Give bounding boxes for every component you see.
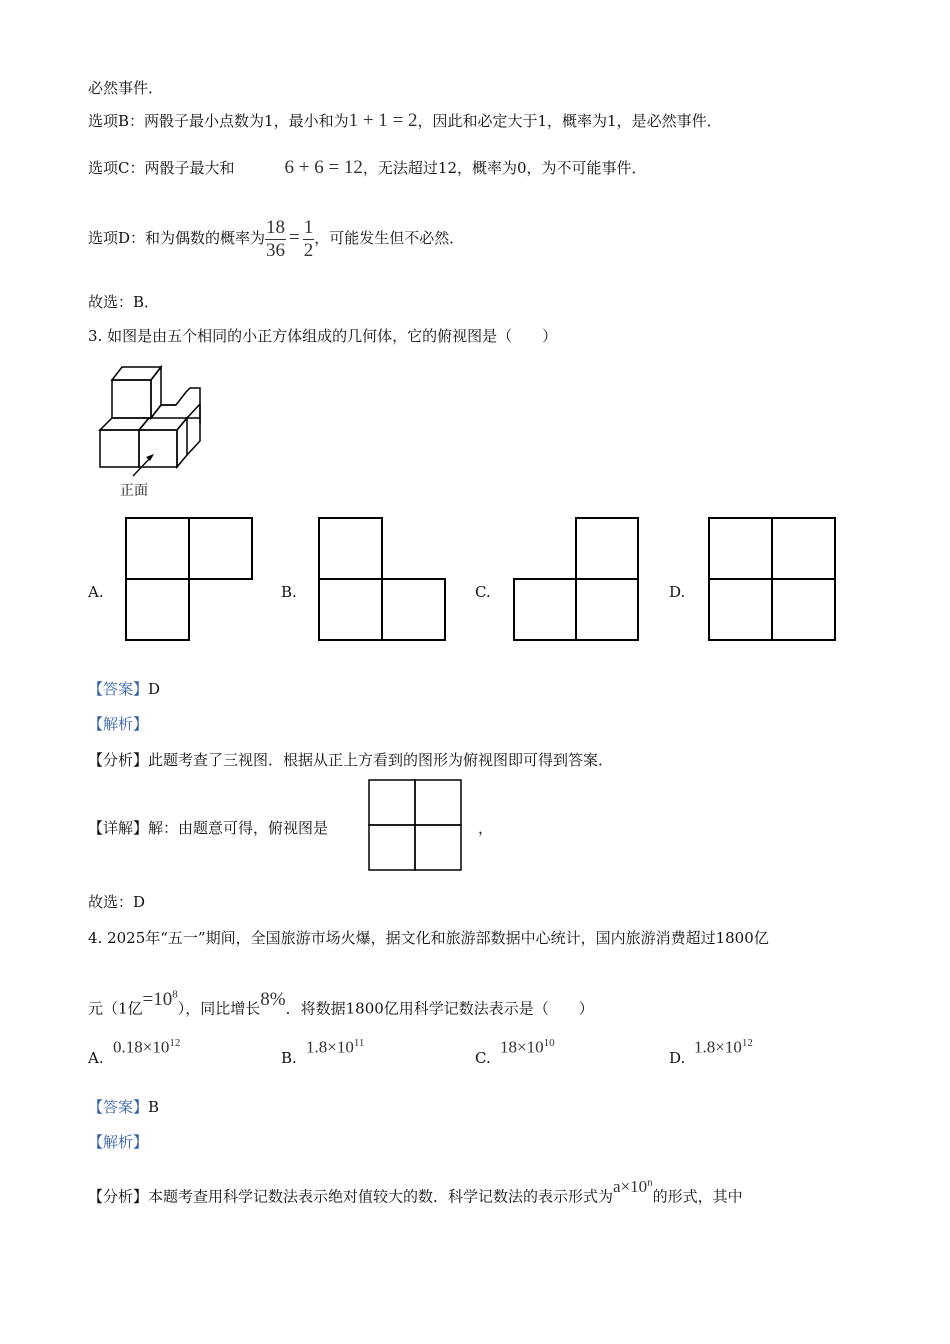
q4-fenxi-text: 本题考查用科学记数法表示绝对值较大的数．科学记数法的表示形式为 (148, 1187, 614, 1206)
left-cube-front-face (100, 430, 139, 467)
q4-option-d-value: $1.8\times 10^{12}$ (694, 1037, 753, 1057)
cube-figure (96, 364, 206, 494)
q4-option-c-label: C. (475, 1049, 491, 1067)
q4-answer-value: B (148, 1098, 160, 1116)
q3-option-c-figure (513, 517, 639, 641)
q3-option-a-figure (125, 517, 253, 641)
fraction-1-2: $\frac{1}{2}$ (303, 216, 314, 261)
q2-option-c-math: 6 + 6 = 12 (284, 157, 363, 178)
q4-stem-line2 (88, 990, 594, 1021)
q2-option-c-text: 选项C：两骰子最大和 (88, 159, 235, 177)
q4-option-b-value: $1.8\times 10^{11}$ (306, 1037, 365, 1057)
q3-option-c-label: C. (475, 583, 491, 601)
right-cube-side-face (177, 418, 187, 467)
q4-option-d-label: D. (669, 1049, 686, 1067)
q4-stem-part-a: 元（1亿 (88, 999, 143, 1018)
q2-option-c-end: ，无法超过12，概率为0，为不可能事件． (362, 159, 647, 177)
q4-yi-equals: $=10^8$ (142, 989, 178, 1011)
q4-fenxi-tag: 【分析】 (88, 1187, 149, 1206)
q3-stem: 3. 如图是由五个相同的小正方体组成的几何体，它的俯视图是（ ） (88, 327, 558, 345)
q3-option-b-figure (318, 517, 446, 641)
q3-fenxi-tag: 【分析】 (88, 751, 149, 769)
right-cube-front-face (139, 430, 177, 467)
q4-stem-line1: 4. 2025年“五一”期间，全国旅游市场火爆，据文化和旅游部数据中心统计，国内旅游消费超过1800亿 (88, 929, 769, 947)
q2-line0: 必然事件． (88, 79, 164, 97)
q2-option-d-end: ，可能发生但不必然． (314, 229, 465, 247)
q3-answer (88, 679, 160, 699)
left-cube-top-face (100, 418, 149, 430)
front-arrow-head-icon (146, 454, 154, 461)
q4-answer-tag: 【答案】 (88, 1098, 149, 1116)
q3-answer-value: D (148, 680, 161, 698)
q4-stem-part-c: ．将数据1800亿用科学记数法表示是（ ） (285, 999, 594, 1018)
q3-fenxi (88, 750, 613, 770)
q3-xiangjie (88, 818, 328, 838)
q2-option-d (88, 214, 464, 262)
q3-option-a-label: A. (88, 583, 104, 601)
q2-option-b-end: ，因此和必定大于1，概率为1，是必然事件． (417, 112, 722, 130)
q4-option-a-value: $0.18\times 10^{12}$ (113, 1037, 181, 1057)
q4-option-c-value: $18\times 10^{10}$ (500, 1037, 555, 1057)
q4-stem-part-b: ），同比增长 (177, 999, 261, 1018)
front-label: 正面 (120, 483, 148, 499)
q4-fenxi (88, 1176, 743, 1209)
top-cube-front-face (112, 380, 151, 418)
q2-option-b-math: 1 + 1 = 2 (348, 110, 418, 131)
q3-xiangjie-tag: 【详解】 (88, 819, 149, 837)
q2-option-b-text: 选项B：两骰子最小点数为1，最小和为 (88, 112, 349, 130)
q4-fenxi-end: 的形式，其中 (652, 1187, 743, 1206)
q2-option-c (88, 158, 647, 178)
q3-option-d-figure (708, 517, 836, 641)
top-cube-top-face (112, 367, 161, 380)
q4-analysis-tag: 【解析】 (88, 1133, 149, 1151)
q4-answer (88, 1097, 159, 1117)
q4-option-a-label: A. (88, 1049, 104, 1067)
q4-option-b-label: B. (281, 1049, 297, 1067)
q3-xiangjie-end: ， (478, 819, 494, 837)
q2-option-b (88, 111, 722, 131)
q3-analysis-tag: 【解析】 (88, 715, 149, 733)
equals-sign: = (289, 227, 300, 248)
right-cube-top-face (139, 418, 187, 430)
q4-growth-rate: 8% (260, 989, 286, 1011)
q3-fenxi-text: 此题考查了三视图．根据从正上方看到的图形为俯视图即可得到答案． (148, 751, 614, 769)
q2-option-d-text: 选项D：和为偶数的概率为 (88, 229, 266, 247)
q3-answer-tag: 【答案】 (88, 680, 149, 698)
q3-option-b-label: B. (281, 583, 297, 601)
q3-xiangjie-text: 解：由题意可得，俯视图是 (148, 819, 329, 837)
q3-option-d-label: D. (669, 583, 686, 601)
fraction-18-36: $\frac{18}{36}$ (266, 216, 286, 261)
q3-conclusion: 故选：D (88, 893, 146, 911)
q3-solution-figure (368, 779, 463, 872)
q2-conclusion: 故选：B． (88, 293, 160, 311)
q4-fenxi-math: $a\times 10^n$ (613, 1176, 653, 1196)
